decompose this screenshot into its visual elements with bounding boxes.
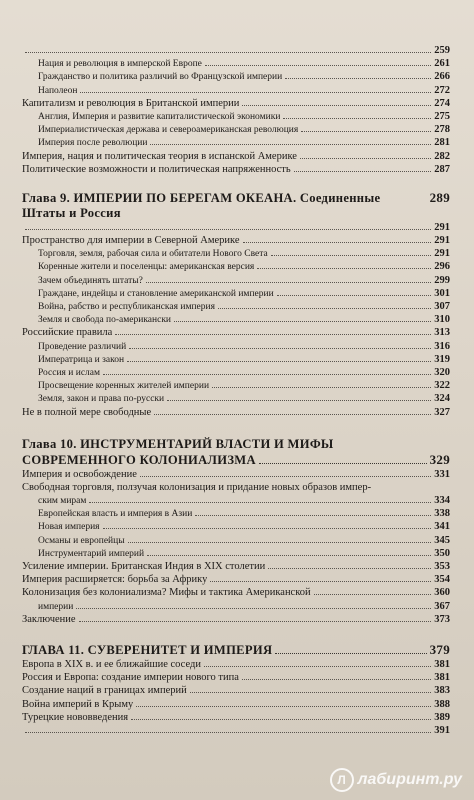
- toc-entry-page: 275: [434, 110, 450, 122]
- toc-entry-title: Пространство для империи в Северной Америке: [22, 235, 240, 247]
- chapter-10-title-line2: СОВРЕМЕННОГО КОЛОНИАЛИЗМА: [22, 452, 256, 467]
- toc-entry-page: 334: [434, 495, 450, 507]
- toc-entry-title: Колонизация без колониализма? Мифы и тактика Американской: [22, 587, 311, 599]
- dot-leader: [25, 732, 431, 733]
- toc-entry-page: 261: [434, 58, 450, 70]
- dot-leader: [129, 348, 431, 349]
- toc-entry-page: 278: [434, 124, 450, 136]
- toc-entry-title: Торговля, земля, рабочая сила и обитатели Нового Света: [38, 249, 268, 260]
- dot-leader: [140, 476, 431, 477]
- chapter-11-heading: [22, 642, 450, 658]
- toc-entry-title: Российские правила: [22, 327, 113, 339]
- dot-leader: [285, 78, 431, 79]
- toc-entry: [22, 313, 450, 326]
- toc-entry-page: 383: [434, 685, 450, 697]
- toc-entry: [22, 274, 450, 287]
- toc-entry-page: 391: [434, 724, 450, 736]
- dot-leader: [131, 719, 431, 720]
- dot-leader: [103, 528, 432, 529]
- dot-leader: [190, 692, 432, 693]
- toc-entry: [22, 150, 450, 163]
- dot-leader: [204, 666, 431, 667]
- dot-leader: [127, 361, 431, 362]
- toc-entry-page: 310: [434, 314, 450, 326]
- toc-entry-page: 307: [434, 301, 450, 312]
- toc-entry-title: Заключение: [22, 613, 76, 625]
- chapter-9-title-line2: Штаты и Россия: [22, 205, 121, 220]
- toc-entry: [22, 586, 450, 599]
- dot-leader: [294, 171, 432, 172]
- toc-entry-page: 274: [434, 97, 450, 109]
- chapter-10-heading: [22, 437, 450, 468]
- dot-leader: [277, 295, 432, 296]
- toc-entry-title: Империя и освобождение: [22, 468, 137, 480]
- dot-leader: [283, 118, 431, 119]
- dot-leader: [76, 608, 431, 609]
- toc-entry-title: Свободная торговля, ползучая колонизация и придание новых образов импер-: [22, 481, 372, 493]
- dot-leader: [25, 229, 431, 230]
- chapter-9-page: 289: [429, 189, 450, 205]
- toc-entry-page: 313: [434, 327, 450, 339]
- toc-entry-page: 287: [434, 163, 450, 175]
- toc-entry-title: Империя расширяется: борьба за Африку: [22, 574, 208, 586]
- toc-entry-title: Новая империя: [38, 522, 100, 533]
- toc-entry-page: 350: [434, 547, 450, 559]
- toc-entry-page: 331: [434, 468, 450, 480]
- dot-leader: [268, 568, 431, 569]
- toc-entry: [22, 57, 450, 70]
- toc-entry-page: 388: [434, 698, 450, 710]
- toc-entry: [22, 724, 450, 737]
- toc-entry-page: 291: [434, 235, 450, 247]
- dot-leader: [79, 621, 432, 622]
- dot-leader: [174, 321, 431, 322]
- toc-entry: [22, 547, 450, 560]
- toc-entry-page: 324: [434, 393, 450, 405]
- toc-entry-page: 389: [434, 711, 450, 723]
- toc-entry-title: Земля, закон и права по-русски: [38, 394, 165, 405]
- toc-entry: [22, 44, 450, 57]
- dot-leader: [300, 158, 431, 159]
- toc-entry: [22, 698, 450, 711]
- toc-entry-title: Граждане, индейцы и становление американской империи: [38, 288, 274, 299]
- chapter-9-title-line1: Глава 9. ИМПЕРИИ ПО БЕРЕГАМ ОКЕАНА. Соединенные: [22, 190, 381, 205]
- toc-entry-title: Создание наций в границах империй: [22, 685, 187, 697]
- dot-leader: [195, 515, 431, 516]
- toc-entry-page: 272: [434, 84, 450, 96]
- chapter-10-page: 329: [429, 451, 450, 467]
- toc-entry: [22, 234, 450, 247]
- dot-leader: [103, 374, 431, 375]
- dot-leader: [154, 414, 431, 415]
- toc-entry: [22, 534, 450, 547]
- toc-entry-page: 281: [434, 137, 450, 149]
- chapter-9-entries: [22, 221, 450, 419]
- toc-entry-page: 360: [434, 587, 450, 599]
- toc-entry: [22, 711, 450, 724]
- dot-leader: [150, 144, 431, 145]
- toc-entry: [22, 560, 450, 573]
- toc-entry-title: Турецкие нововведения: [22, 711, 129, 723]
- toc-entry: [22, 326, 450, 339]
- toc-entry: [22, 658, 450, 671]
- toc-entry-page: 345: [434, 534, 450, 546]
- toc-entry: [22, 573, 450, 586]
- toc-entry-title: Империалистическая держава и североамериканская революция: [38, 125, 299, 136]
- chapter-11-title: ГЛАВА 11. СУВЕРЕНИТЕТ И ИМПЕРИЯ: [22, 642, 273, 657]
- chapter-9-heading: [22, 190, 450, 221]
- dot-leader: [301, 131, 431, 132]
- dot-leader: [89, 502, 431, 503]
- dot-leader: [146, 282, 431, 283]
- table-of-contents: [22, 44, 450, 737]
- toc-entry: [22, 221, 450, 234]
- toc-entry: [22, 70, 450, 83]
- toc-entry-page: 266: [434, 71, 450, 83]
- toc-entry-page: 299: [434, 274, 450, 286]
- dot-leader: [25, 52, 431, 53]
- toc-entry: [22, 287, 450, 300]
- toc-entry-title: империи: [38, 601, 74, 612]
- toc-entry-title: Гражданство и политика различий во Французской империи: [38, 72, 283, 83]
- toc-entry: [22, 600, 450, 613]
- toc-entry-page: 282: [434, 150, 450, 162]
- toc-entry-title: Россия и ислам: [38, 367, 101, 378]
- toc-entry-title: Европа в XIX в. и ее ближайшие соседи: [22, 658, 201, 670]
- toc-entry: [22, 84, 450, 97]
- toc-entry: [22, 97, 450, 110]
- toc-entry: [22, 163, 450, 176]
- chapter-11-entries: [22, 658, 450, 737]
- dot-leader: [128, 542, 432, 543]
- toc-entry-page: 354: [434, 574, 450, 586]
- dot-leader: [212, 387, 431, 388]
- toc-entry-title: Императрица и закон: [38, 354, 125, 365]
- labirint-logo-icon: Л: [330, 768, 354, 792]
- dot-leader: [136, 706, 431, 707]
- dot-leader: [167, 400, 431, 401]
- toc-entry: [22, 300, 450, 313]
- toc-entry-title: Война, рабство и республиканская империя: [38, 302, 215, 312]
- dot-leader: [218, 308, 431, 309]
- toc-entry: [22, 481, 450, 494]
- toc-entry-title: Англия, Империя и развитие капиталистической экономики: [38, 111, 281, 122]
- dot-leader: [115, 334, 431, 335]
- toc-entry-title: Зачем объединять штаты?: [38, 275, 143, 286]
- toc-entry: [22, 123, 450, 136]
- toc-entry: [22, 136, 450, 149]
- toc-entry: [22, 392, 450, 405]
- dot-leader: [271, 255, 432, 256]
- dot-leader: [314, 594, 432, 595]
- toc-entry-page: 373: [434, 613, 450, 625]
- toc-entry-page: 291: [434, 248, 450, 260]
- toc-entry-page: 338: [434, 508, 450, 520]
- labirint-watermark: [330, 768, 462, 792]
- dot-leader: [243, 242, 432, 243]
- toc-entry-page: 320: [434, 366, 450, 378]
- toc-entry-title: Политические возможности и политическая напряженность: [22, 163, 291, 175]
- toc-entry: [22, 671, 450, 684]
- toc-entry-title: Россия и Европа: создание империи нового типа: [22, 672, 239, 684]
- toc-entry-page: 367: [434, 600, 450, 612]
- toc-entry-title: Империя после революции: [38, 138, 148, 149]
- toc-entry-page: 296: [434, 261, 450, 273]
- dot-leader: [257, 268, 431, 269]
- toc-entry-page: 381: [434, 658, 450, 670]
- toc-entry-page: 353: [434, 561, 450, 572]
- toc-entry-title: Инструментарий империй: [38, 548, 145, 559]
- toc-entry-title: Земля и свобода по-американски: [38, 315, 172, 326]
- toc-entry: [22, 468, 450, 481]
- dot-leader: [147, 555, 431, 556]
- dot-leader: [210, 581, 431, 582]
- toc-entry: [22, 379, 450, 392]
- toc-top-section: [22, 44, 450, 176]
- toc-entry: [22, 507, 450, 520]
- toc-entry: [22, 247, 450, 260]
- toc-entry: [22, 494, 450, 507]
- toc-entry-title: Нация и революция в имперской Европе: [38, 59, 202, 70]
- chapter-10-title-line1: Глава 10. ИНСТРУМЕНТАРИЙ ВЛАСТИ И МИФЫ: [22, 436, 334, 451]
- toc-entry-page: 322: [434, 380, 450, 392]
- watermark-text: лабиринт.ру: [357, 771, 462, 788]
- toc-entry-title: Коренные жители и поселенцы: американская версия: [38, 262, 255, 273]
- toc-entry-title: Европейская власть и империя в Азии: [38, 509, 193, 520]
- toc-entry-title: Усиление империи. Британская Индия в XIX столетии: [22, 561, 266, 572]
- toc-entry-title: ским мирам: [38, 496, 87, 507]
- toc-entry-page: 316: [434, 340, 450, 352]
- toc-entry-page: 381: [434, 672, 450, 684]
- toc-entry-page: 327: [434, 406, 450, 418]
- toc-entry-title: Капитализм и революция в Британской империи: [22, 97, 240, 109]
- toc-entry-page: 291: [434, 221, 450, 233]
- toc-entry-title: Османы и европейцы: [38, 535, 125, 546]
- toc-entry-title: Война империй в Крыму: [22, 698, 134, 710]
- toc-entry: [22, 353, 450, 366]
- toc-entry: [22, 260, 450, 273]
- chapter-10-entries: [22, 468, 450, 626]
- toc-entry: [22, 340, 450, 353]
- toc-entry-title: Просвещение коренных жителей империи: [38, 381, 210, 392]
- dot-leader: [205, 65, 431, 66]
- dot-leader: [242, 679, 431, 680]
- toc-entry-page: 259: [434, 45, 450, 56]
- toc-entry-title: Империя, нация и политическая теория в испанской Америке: [22, 150, 297, 162]
- dot-leader: [80, 92, 431, 93]
- toc-entry: [22, 684, 450, 697]
- dot-leader: [242, 105, 431, 106]
- toc-entry-page: 319: [434, 353, 450, 365]
- toc-entry: [22, 613, 450, 626]
- toc-entry-page: 301: [434, 287, 450, 299]
- toc-entry: [22, 520, 450, 533]
- toc-entry-title: Наполеон: [38, 85, 78, 96]
- toc-entry: [22, 406, 450, 419]
- toc-entry-title: Проведение различий: [38, 341, 127, 352]
- toc-entry: [22, 366, 450, 379]
- chapter-11-page: 379: [429, 641, 450, 657]
- toc-entry-title: Не в полной мере свободные: [22, 406, 152, 418]
- toc-entry-page: 341: [434, 521, 450, 533]
- toc-entry: [22, 110, 450, 123]
